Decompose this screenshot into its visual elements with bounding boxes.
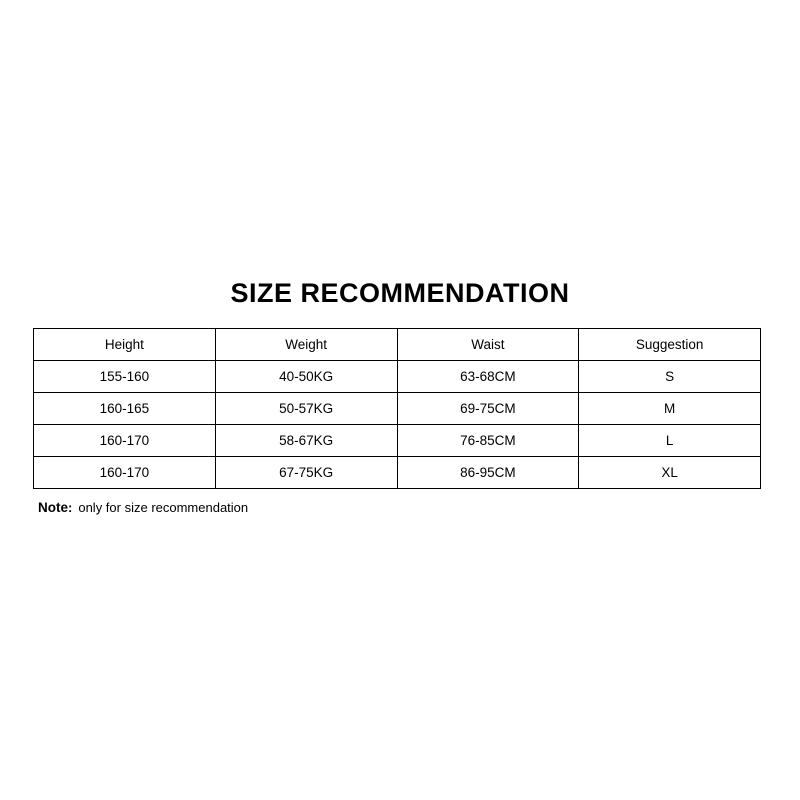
note-colon: : [68,500,73,515]
cell-waist: 76-85CM [397,425,579,457]
note-label: Note [38,500,68,515]
note-text: only for size recommendation [78,500,249,515]
cell-weight: 40-50KG [215,361,397,393]
table-row [34,393,761,425]
table-row [34,457,761,489]
table-row [34,425,761,457]
cell-height: 160-170 [34,425,216,457]
table-header-row [34,329,761,361]
note [38,500,248,515]
column-header-waist: Waist [397,329,579,361]
table-row [34,361,761,393]
table-header [34,329,761,361]
cell-suggestion: XL [579,457,761,489]
cell-waist: 69-75CM [397,393,579,425]
cell-waist: 63-68CM [397,361,579,393]
column-header-weight: Weight [215,329,397,361]
cell-height: 160-170 [34,457,216,489]
cell-suggestion: S [579,361,761,393]
column-header-suggestion: Suggestion [579,329,761,361]
cell-weight: 58-67KG [215,425,397,457]
cell-height: 160-165 [34,393,216,425]
cell-weight: 67-75KG [215,457,397,489]
cell-waist: 86-95CM [397,457,579,489]
size-recommendation-table [33,328,761,489]
cell-suggestion: M [579,393,761,425]
column-header-height: Height [34,329,216,361]
cell-height: 155-160 [34,361,216,393]
cell-suggestion: L [579,425,761,457]
cell-weight: 50-57KG [215,393,397,425]
page-title: SIZE RECOMMENDATION [230,278,570,308]
table-body [34,361,761,489]
